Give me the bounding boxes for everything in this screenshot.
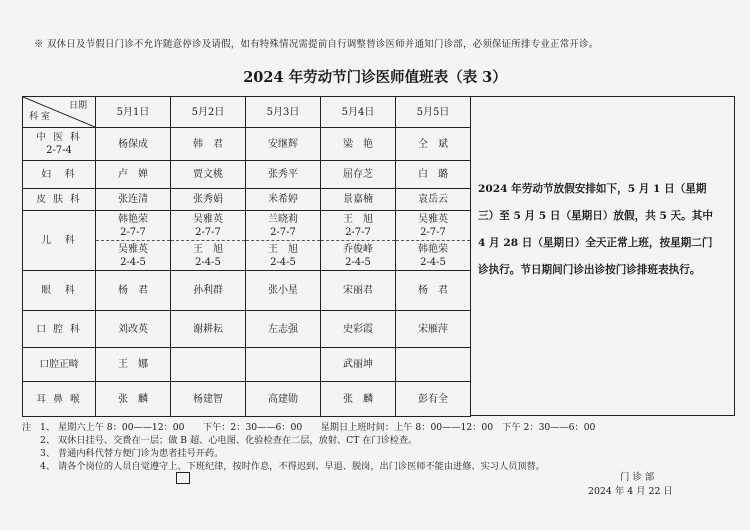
doctor-cell: 宋雁萍 — [396, 311, 471, 348]
doctor-cell — [171, 211, 246, 241]
doctor-cell: 张连清 — [96, 189, 171, 211]
doctor-cell: 史彩霞 — [321, 311, 396, 348]
doctor-cell: 白 璐 — [396, 161, 471, 189]
doctor-name: 王 旭 — [268, 243, 298, 255]
doctor-cell: 袁岳云 — [396, 189, 471, 211]
footnotes — [22, 421, 730, 473]
doctor-code: 2-7-7 — [270, 226, 296, 238]
date-header-3: 5月3日 — [246, 97, 321, 128]
doctor-name: 吴雅英 — [418, 213, 448, 225]
doctor-cell: 景嘉楠 — [321, 189, 396, 211]
dept-peds: 儿 科 — [23, 211, 96, 271]
doctor-cell — [171, 241, 246, 271]
doctor-code: 2-7-7 — [120, 226, 146, 238]
doctor-cell: 杨保成 — [96, 128, 171, 161]
row-ortho — [23, 348, 471, 382]
date-header-1: 5月1日 — [96, 97, 171, 128]
corner-header-cell — [23, 97, 96, 128]
doctor-cell: 张小星 — [246, 271, 321, 311]
doctor-name: 乔俊峰 — [343, 243, 373, 255]
page-title: 2024 年劳动节门诊医师值班表（表 3） — [243, 69, 507, 86]
doctor-cell — [396, 348, 471, 382]
doctor-cell — [396, 211, 471, 241]
doctor-cell: 杨 君 — [96, 271, 171, 311]
doctor-name: 王 旭 — [343, 213, 373, 225]
dept-tcm-label: 中 医 科 — [36, 132, 82, 143]
dept-ortho: 口腔正畸 — [23, 348, 96, 382]
signature-date: 2024 年 4 月 22 日 — [588, 486, 673, 497]
doctor-name: 吴雅英 — [193, 213, 223, 225]
footnote-line: 3、 普通内科代替方便门诊为患者挂号开药。 — [40, 448, 224, 459]
dept-eye: 眼 科 — [23, 271, 96, 311]
date-header-2: 5月2日 — [171, 97, 246, 128]
doctor-cell — [246, 241, 321, 271]
doctor-cell — [246, 348, 321, 382]
dept-tcm — [23, 128, 96, 161]
doctor-cell: 左志强 — [246, 311, 321, 348]
signature-dept: 门 诊 部 — [620, 472, 655, 483]
doctor-code: 2-7-7 — [420, 226, 446, 238]
header-row — [23, 97, 471, 128]
row-tcm — [23, 128, 471, 161]
footnote-line: 4、 请各个岗位的人员自觉遵守上、下班纪律，按时作息，不得迟到、早退、脱岗，出门诊医师不能由进修、实习人员顶替。 — [40, 461, 545, 472]
doctor-cell: 杨 君 — [396, 271, 471, 311]
row-peds-a — [23, 211, 471, 241]
row-gyn — [23, 161, 471, 189]
dept-gyn: 妇 科 — [23, 161, 96, 189]
doctor-cell: 孙利群 — [171, 271, 246, 311]
doctor-cell: 米希婷 — [246, 189, 321, 211]
doctor-cell: 刘改英 — [96, 311, 171, 348]
duty-roster-table — [22, 96, 471, 417]
row-dental — [23, 311, 471, 348]
doctor-cell — [396, 241, 471, 271]
doctor-cell: 张秀娟 — [171, 189, 246, 211]
holiday-note-text: 2024 年劳动节放假安排如下，5 月 1 日（星期三）至 5 月 5 日（星期日）放假，共 5 天。其中 4 月 28 日（星期日）全天正常上班，按星期二门诊执行。节日期间门诊出诊按门诊排班表执行。 — [478, 183, 713, 276]
doctor-code: 2-7-7 — [345, 226, 371, 238]
doctor-cell: 王 娜 — [96, 348, 171, 382]
dept-dental: 口 腔 科 — [23, 311, 96, 348]
doctor-cell: 仝 斌 — [396, 128, 471, 161]
dept-derm: 皮 肤 科 — [23, 189, 96, 211]
corner-dept-label: 科 室 — [29, 112, 50, 122]
doctor-name: 兰晓莉 — [268, 213, 298, 225]
doctor-cell: 杨建智 — [171, 382, 246, 417]
row-ent — [23, 382, 471, 417]
doctor-code: 2-4-5 — [195, 256, 221, 268]
doctor-cell: 韩 君 — [171, 128, 246, 161]
doctor-cell: 贾文桃 — [171, 161, 246, 189]
doctor-cell: 宋丽君 — [321, 271, 396, 311]
doctor-cell: 卢 婵 — [96, 161, 171, 189]
doctor-cell: 武丽坤 — [321, 348, 396, 382]
doctor-cell: 张 麟 — [96, 382, 171, 417]
footnote-label: 注 — [22, 422, 32, 433]
doctor-cell — [96, 241, 171, 271]
dept-tcm-code: 2-7-4 — [46, 145, 72, 156]
checkbox-mark — [176, 472, 190, 484]
doctor-cell: 屈存芝 — [321, 161, 396, 189]
doctor-name: 韩艳荣 — [118, 213, 148, 225]
footnote-line: 2、 双休日挂号、交费在一层；做 B 超、心电图、化验检查在二层，放射、CT 在门诊检查。 — [40, 435, 418, 446]
dept-ent: 耳 鼻 喉 — [23, 382, 96, 417]
doctor-name: 王 旭 — [193, 243, 223, 255]
doctor-code: 2-4-5 — [420, 256, 446, 268]
doctor-cell — [246, 211, 321, 241]
doctor-cell: 高建勋 — [246, 382, 321, 417]
doctor-cell — [321, 211, 396, 241]
row-derm — [23, 189, 471, 211]
doctor-cell — [321, 241, 396, 271]
doctor-code: 2-7-7 — [195, 226, 221, 238]
doctor-cell — [171, 348, 246, 382]
doctor-cell: 张 麟 — [321, 382, 396, 417]
doctor-cell: 安继辉 — [246, 128, 321, 161]
corner-date-label: 日期 — [68, 101, 87, 111]
doctor-name: 韩艳荣 — [418, 243, 448, 255]
doctor-code: 2-4-5 — [270, 256, 296, 268]
date-header-4: 5月4日 — [321, 97, 396, 128]
doctor-cell: 彭有全 — [396, 382, 471, 417]
doctor-name: 吴雅英 — [118, 243, 148, 255]
footnote-line: 1、 星期六上午 8：00——12：00 下午：2：30——6：00 星期日上班时间：上午 8：00——12：00 下午 2：30——6：00 — [40, 422, 596, 433]
date-header-5: 5月5日 — [396, 97, 471, 128]
top-note: ※ 双休日及节假日门诊不允许随意停诊及请假，如有特殊情况需提前自行调整替诊医师并通知门诊部，必须保证所排专业正常开诊。 — [34, 39, 599, 50]
doctor-cell — [96, 211, 171, 241]
doctor-cell: 谢耕耘 — [171, 311, 246, 348]
doctor-cell: 梁 艳 — [321, 128, 396, 161]
doctor-code: 2-4-5 — [345, 256, 371, 268]
doctor-code: 2-4-5 — [120, 256, 146, 268]
doctor-cell: 张秀平 — [246, 161, 321, 189]
row-eye — [23, 271, 471, 311]
